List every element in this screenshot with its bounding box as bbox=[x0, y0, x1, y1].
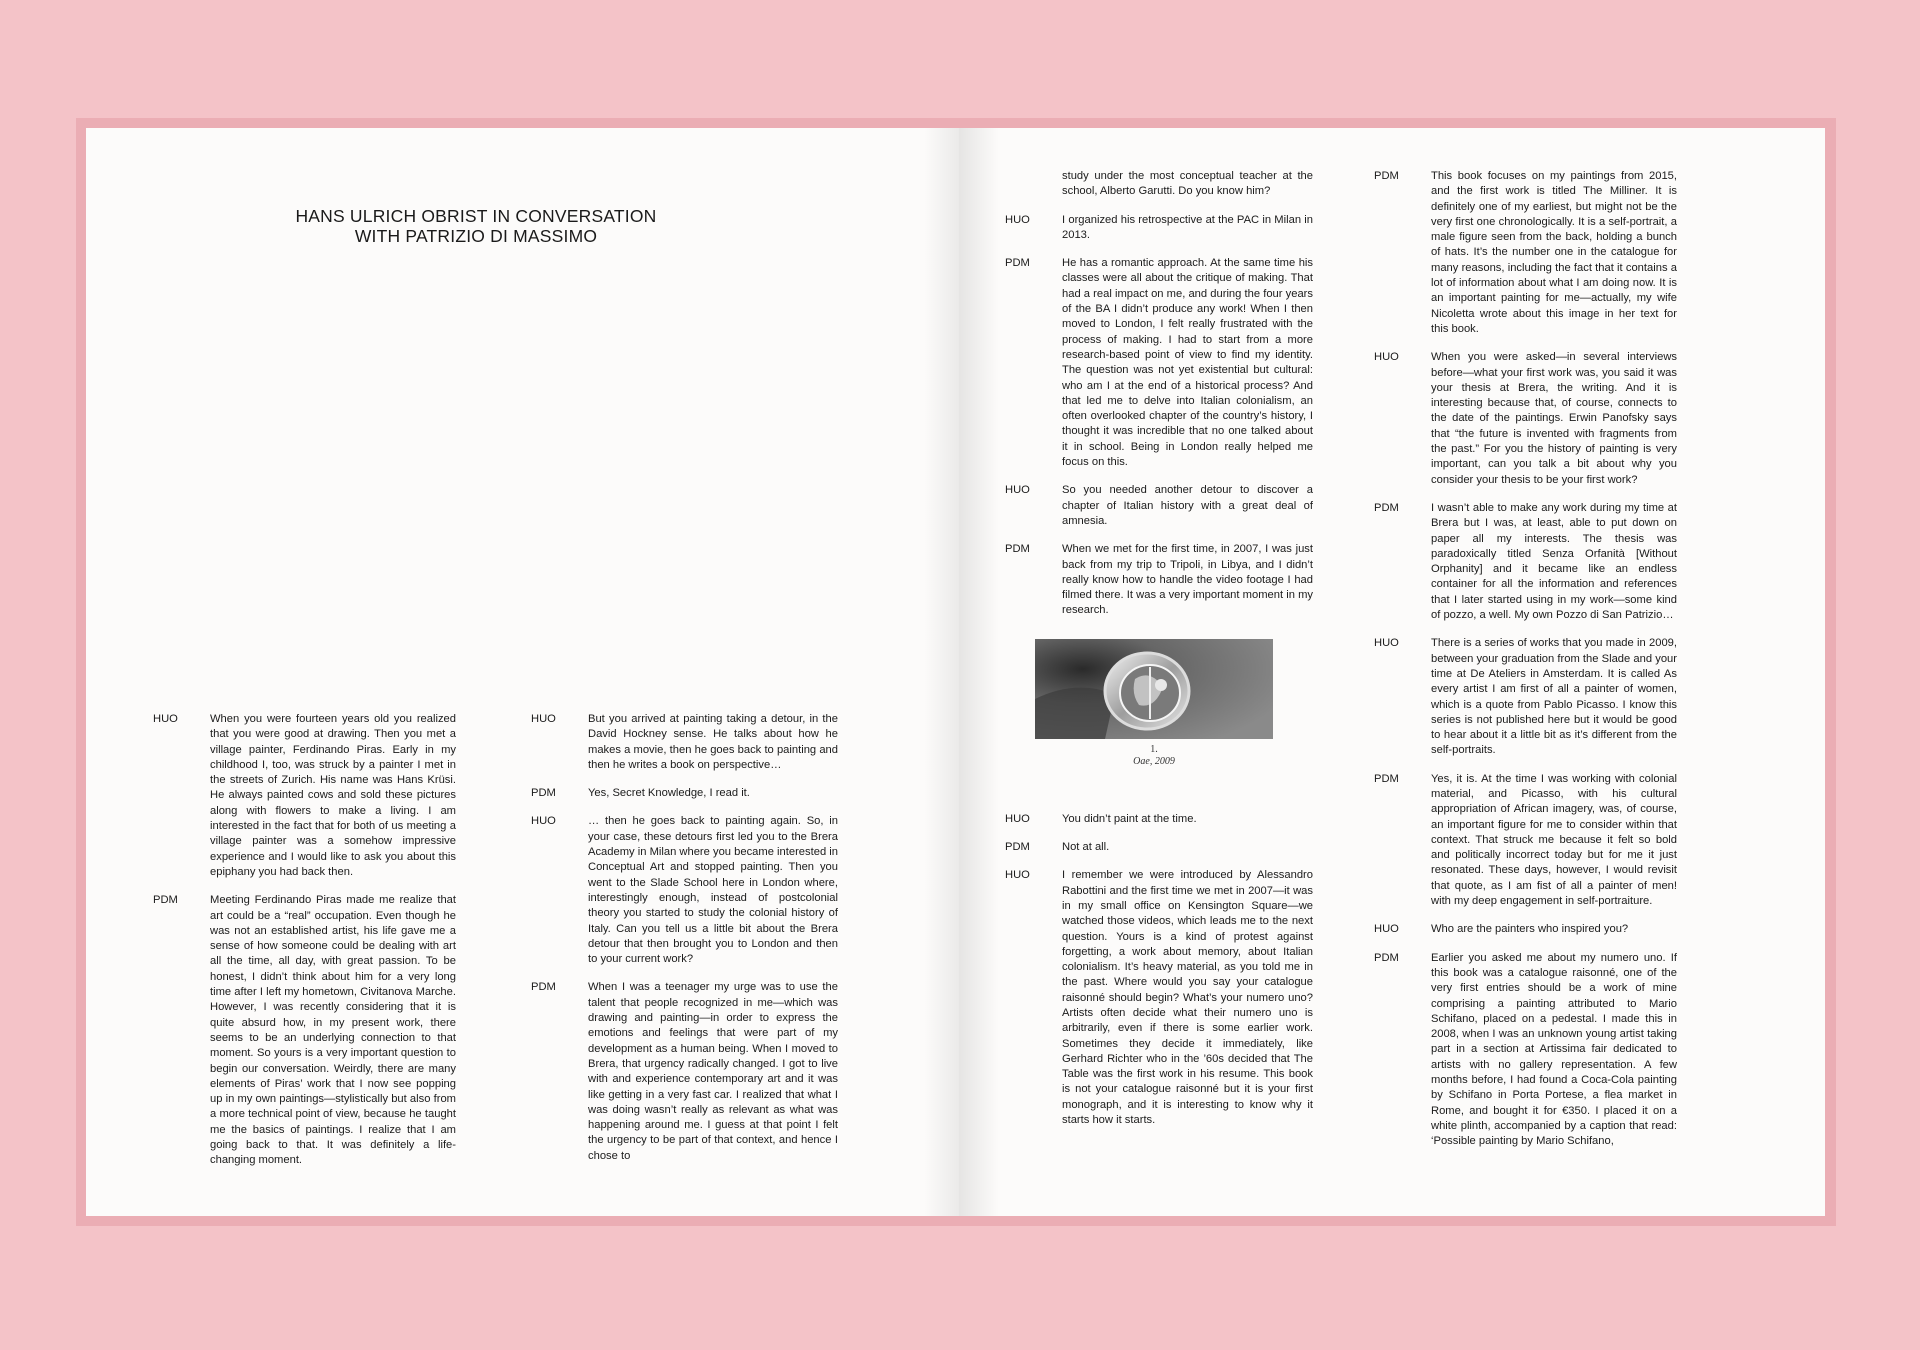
speaker-label: PDM bbox=[153, 894, 178, 907]
speaker-label: HUO bbox=[1374, 351, 1399, 364]
dialogue-text: Yes, Secret Knowledge, I read it. bbox=[588, 787, 750, 800]
title-line-2: WITH PATRIZIO DI MASSIMO bbox=[354, 226, 598, 246]
book-spread bbox=[76, 118, 1836, 1226]
speaker-label: PDM bbox=[1374, 772, 1399, 785]
speaker-label bbox=[1005, 169, 1062, 200]
left-column-2 bbox=[531, 712, 838, 1177]
dialogue-entry bbox=[1374, 951, 1677, 1150]
dialogue-text: I organized his retrospective at the PAC in Milan in 2013. bbox=[1062, 213, 1313, 241]
speaker-label: HUO bbox=[1374, 637, 1399, 650]
dialogue-entry bbox=[1005, 542, 1313, 618]
dialogue-entry bbox=[531, 980, 838, 1164]
figure-1 bbox=[1035, 639, 1273, 768]
dialogue-entry bbox=[1374, 636, 1677, 758]
speaker-label: PDM bbox=[1005, 257, 1030, 270]
dialogue-entry bbox=[531, 712, 838, 773]
ring-illustration bbox=[1035, 639, 1273, 739]
dialogue-text: study under the most conceptual teacher at the school, Alberto Garutti. Do you know him? bbox=[1062, 170, 1313, 198]
speaker-label: PDM bbox=[531, 981, 556, 994]
dialogue-text: When I was a teenager my urge was to use the talent that people recognized in me—which was drawing and painting—in order to express the emotions and feelings that were part of my development as a human being. When I moved to Brera, that urgency radically changed. I got to live with and experience contemporary art and it was like getting in a very fast car. I realized that what I was doing wasn’t really as relevant as what was happening around me. I guess at that point I felt the urgency to be part of that context, and hence I chose to bbox=[588, 981, 838, 1162]
dialogue-text: Meeting Ferdinando Piras made me realize that art could be a “real” occupation. Even though he was not an established artist, his life gave me a sense of how someone could be dealing with art all the time, all day, with great passion. To be honest, I didn’t think about him for a very long time after I left my hometown, Civitanova Marche. However, I was recently considering that it is quite absurd how, in my present work, there seems to be an underlying connection to that moment. So yours is a very important question to begin our conversation. Weirdly, there are many elements of Piras’ work that I now see popping up in my own paintings—stylistically but also from a more technical point of view, because he taught me the basics of paintings. I realize that I am going back to that. It was definitely a life-changing moment. bbox=[210, 894, 456, 1167]
dialogue-text: When you were fourteen years old you realized that you were good at drawing. Then you met a village painter, Ferdinando Piras. Early in my childhood I, too, was struck by a painter I met in the streets of Zurich. His name was Hans Krüsi. He always painted cows and sold these pictures along with flowers to make a living. I am interested in the fact that for both of us meeting a village painter was a somehow impressive experience and I would like to ask you about this epiphany you had back then. bbox=[210, 713, 456, 878]
dialogue-text: He has a romantic approach. At the same time his classes were all about the critique of making. That had a real impact on me, and during the four years of the BA I didn’t produce any work! When I then moved to London, I felt really frustrated with the process of making. I had to start from a more research-based point of view to find my identity. The question was not yet existential but cultural: who am I at the end of a historical process? And that led me to delve into Italian colonialism, an often overlooked chapter of the country’s history, I thought it was incredible that no one talked about it in school. Being in London really helped me focus on this. bbox=[1062, 257, 1313, 469]
dialogue-entry bbox=[1005, 868, 1313, 1128]
dialogue-text: When you were asked—in several interviews before—what your first work was, you said it was your thesis at Brera, the writing. And it is interesting because that, of course, connects to the date of the paintings. Erwin Panofsky says that “the future is invented with fragments from the past.” For you the history of painting is very important, can you talk a bit about why you consider your thesis to be your first work? bbox=[1431, 351, 1677, 486]
left-page bbox=[86, 128, 964, 1216]
left-column-1 bbox=[153, 712, 456, 1182]
speaker-label: HUO bbox=[153, 713, 178, 725]
speaker-label: HUO bbox=[1374, 923, 1399, 936]
speaker-label: HUO bbox=[531, 815, 556, 828]
figure-photo bbox=[1035, 639, 1273, 739]
speaker-label: PDM bbox=[1374, 170, 1399, 182]
speaker-label: PDM bbox=[1005, 543, 1030, 556]
dialogue-text: But you arrived at painting taking a detour, in the David Hockney sense. He talks about how he makes a movie, then he goes back to painting and then he writes a book on perspective… bbox=[588, 713, 838, 771]
dialogue-entry bbox=[531, 786, 838, 801]
speaker-label: PDM bbox=[1005, 841, 1030, 854]
dialogue-text: When we met for the first time, in 2007, I was just back from my trip to Tripoli, in Libya, and I didn’t really know how to handle the video footage I had filmed there. It was a very important moment in my research. bbox=[1062, 543, 1313, 617]
right-column-1 bbox=[1005, 169, 1313, 1141]
dialogue-entry bbox=[1005, 812, 1313, 827]
figure-caption: Oae, 2009 bbox=[1133, 755, 1175, 767]
dialogue-text: You didn’t paint at the time. bbox=[1062, 812, 1197, 825]
speaker-label: PDM bbox=[1374, 501, 1399, 514]
dialogue-text: Not at all. bbox=[1062, 841, 1110, 854]
dialogue-text: There is a series of works that you made in 2009, between your graduation from the Slade and your time at De Ateliers in Amsterdam. It is called As every artist I am first of all a painter of women, which is a quote from Pablo Picasso. I know this series is not published here but it would be good to hear about it a little bit as it’s different from the self-portraits. bbox=[1431, 637, 1677, 757]
gutter-shadow bbox=[924, 128, 964, 1216]
dialogue-text: So you needed another detour to discover a chapter of Italian history with a great deal of amnesia. bbox=[1062, 484, 1313, 527]
dialogue-entry bbox=[531, 814, 838, 967]
page-title bbox=[246, 206, 706, 246]
dialogue-entry bbox=[1005, 483, 1313, 529]
speaker-label: PDM bbox=[531, 787, 556, 800]
speaker-label: HUO bbox=[1005, 213, 1030, 226]
dialogue-entry bbox=[1005, 169, 1313, 200]
speaker-label: HUO bbox=[1005, 484, 1030, 497]
speaker-label: HUO bbox=[1005, 812, 1030, 825]
gutter-shadow bbox=[959, 128, 999, 1216]
dialogue-entry bbox=[153, 712, 456, 880]
speaker-label: HUO bbox=[531, 713, 556, 725]
dialogue-text: This book focuses on my paintings from 2015, and the first work is titled The Milliner. It is definitely one of my earliest, but might not be the very first one chronologically. It is a self-portrait, a male figure seen from the back, holding a bunch of hats. It’s the number one in the catalogue for many reasons, including the fact that it contains a lot of information about what I am doing now. It is an important painting for me—actually, my wife Nicoletta wrote about this image in her text for this book. bbox=[1431, 170, 1677, 335]
dialogue-text: I wasn’t able to make any work during my time at Brera but I was, at least, able to put down on paper all my interests. The thesis was paradoxically titled Senza Orfanità [Without Orphanity] and it became like an endless container for all the information and references that I later started using in my work—some kind of pozzo, a well. My own Pozzo di San Patrizio… bbox=[1431, 501, 1677, 622]
dialogue-text: I remember we were introduced by Alessandro Rabottini and the first time we met in 2007—it was in my small office on Kensington Square—we watched those videos, which leads me to the next question. Yours is a kind of protest against forgetting, a work about memory, about Italian colonialism. It’s heavy material, as you told me in the past. Where would you say your catalogue raisonné should begin? What’s your numero uno? Artists often decide what their numero uno is arbitrarily, even if there is some earlier work. Sometimes they decide it immediately, like Gerhard Richter who in the ’60s decided that The Table was the first work in his resume. This book is not your catalogue raisonné but it is your first monograph, and it is interesting to know why it starts how it starts. bbox=[1062, 869, 1313, 1127]
dialogue-text: Who are the painters who inspired you? bbox=[1431, 923, 1629, 936]
speaker-label: HUO bbox=[1005, 869, 1030, 882]
dialogue-text: Yes, it is. At the time I was working with colonial material, and Picasso, with his cultural appropriation of African imagery, was, of course, an important figure for me to consider within that context. That struck me because it felt so bold and politically incorrect today but for me it just resonated. These days, however, I would revisit that quote, as I am fist of all a painter of men! with my deep engagement in self-portraiture. bbox=[1431, 772, 1677, 908]
dialogue-entry bbox=[1005, 840, 1313, 855]
dialogue-entry bbox=[1374, 501, 1677, 623]
figure-number: 1. bbox=[1150, 743, 1158, 755]
dialogue-entry bbox=[1005, 213, 1313, 244]
title-line-1: HANS ULRICH OBRIST IN CONVERSATION bbox=[295, 206, 657, 226]
speaker-label: PDM bbox=[1374, 951, 1399, 964]
dialogue-entry bbox=[1374, 772, 1677, 910]
dialogue-text: Earlier you asked me about my numero uno. If this book was a catalogue raisonné, one of the very first entries should be a work of mine comprising a painting attributed to Mario Schifano, placed on a pedestal. I made this in 2008, when I was an unknown young artist taking part in a section at Artissima fair dedicated to artists with no gallery representation. A few months before, I had found a Coca-Cola painting by Schifano in Porta Portese, a flea market in Rome, and bought it for €350. I placed it on a white plinth, accompanied by a caption that read: ‘Possible painting by Mario Schifano, bbox=[1431, 951, 1677, 1148]
dialogue-entry bbox=[153, 893, 456, 1168]
dialogue-entry bbox=[1374, 350, 1677, 488]
dialogue-text: … then he goes back to painting again. So, in your case, these detours first led you to the Brera Academy in Milan where you became interested in Conceptual Art and stopped painting. Then you went to the Slade School here in London where, interestingly enough, instead of postcolonial theory you started to study the colonial history of Italy. Can you tell us a little bit about the Brera detour that then brought you to London and then to your current work? bbox=[588, 815, 838, 966]
dialogue-entry bbox=[1005, 256, 1313, 470]
dialogue-entry bbox=[1374, 922, 1677, 937]
dialogue-entry bbox=[1374, 169, 1677, 337]
right-column-2 bbox=[1374, 169, 1677, 1163]
right-page bbox=[959, 128, 1825, 1216]
